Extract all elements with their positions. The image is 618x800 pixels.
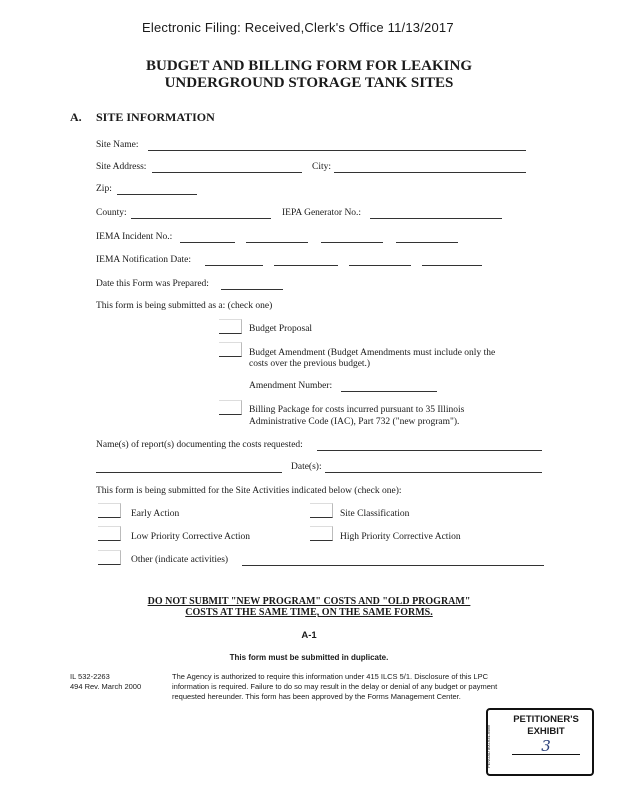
- city-label: City:: [312, 162, 332, 172]
- other-activity-label: Other (indicate activities): [131, 555, 229, 565]
- report-names-field-2[interactable]: [96, 472, 282, 473]
- billing-package-label-2: Administrative Code (IAC), Part 732 ("new program").: [249, 417, 460, 427]
- iema-notification-field-2[interactable]: [274, 265, 338, 266]
- low-priority-label: Low Priority Corrective Action: [131, 532, 250, 542]
- agency-notice-line3: requested hereunder. This form has been approved by the Forms Management Center.: [172, 692, 461, 701]
- iema-notification-field-3[interactable]: [349, 265, 411, 266]
- report-dates-field[interactable]: [325, 472, 542, 473]
- duplicate-notice: This form must be submitted in duplicate.: [229, 653, 389, 662]
- form-id-line2: 494 Rev. March 2000: [70, 682, 142, 691]
- iepa-generator-label: IEPA Generator No.:: [282, 208, 362, 218]
- other-activity-checkbox[interactable]: [98, 550, 121, 565]
- iema-notification-label: IEMA Notification Date:: [96, 255, 191, 265]
- warning-line1: DO NOT SUBMIT "NEW PROGRAM" COSTS AND "OLD PROGRAM": [147, 596, 471, 607]
- other-activity-field[interactable]: [242, 565, 544, 566]
- site-activities-intro: This form is being submitted for the Site Activities indicated below (check one):: [96, 486, 402, 496]
- section-letter: A.: [70, 110, 82, 124]
- stamp-line1: PETITIONER'S: [513, 714, 579, 725]
- iema-incident-field-1[interactable]: [180, 242, 235, 243]
- form-id-line1: IL 532-2263: [70, 672, 110, 681]
- iema-incident-label: IEMA Incident No.:: [96, 232, 173, 242]
- date-prepared-field[interactable]: [221, 289, 283, 290]
- section-title: SITE INFORMATION: [96, 110, 215, 124]
- exhibit-number: 3: [512, 738, 580, 755]
- agency-notice-line2: information is required. Failure to do so may result in the delay or denial of any budget or payment: [172, 682, 498, 691]
- iema-incident-field-3[interactable]: [321, 242, 383, 243]
- filing-header: Electronic Filing: Received,Clerk's Office 11/13/2017: [142, 20, 454, 35]
- petitioner-exhibit-stamp: [486, 708, 594, 776]
- low-priority-checkbox[interactable]: [98, 526, 121, 541]
- site-address-field[interactable]: [152, 172, 302, 173]
- report-names-label: Name(s) of report(s) documenting the costs requested:: [96, 440, 303, 450]
- county-field[interactable]: [131, 218, 271, 219]
- budget-amendment-checkbox[interactable]: [219, 342, 242, 357]
- report-dates-label: Date(s):: [291, 462, 322, 472]
- high-priority-checkbox[interactable]: [310, 526, 333, 541]
- zip-label: Zip:: [96, 184, 112, 194]
- iema-notification-field-1[interactable]: [205, 265, 263, 266]
- billing-package-checkbox[interactable]: [219, 400, 242, 415]
- site-name-label: Site Name:: [96, 140, 139, 150]
- city-field[interactable]: [334, 172, 526, 173]
- warning-line2: COSTS AT THE SAME TIME, ON THE SAME FORMS.: [185, 607, 433, 618]
- billing-package-label-1: Billing Package for costs incurred pursuant to 35 Illinois: [249, 405, 465, 415]
- budget-amendment-label-2: costs over the previous budget.): [249, 359, 371, 369]
- amendment-number-field[interactable]: [341, 391, 437, 392]
- budget-proposal-label: Budget Proposal: [249, 324, 313, 334]
- page-number: A-1: [301, 630, 317, 641]
- site-address-label: Site Address:: [96, 162, 147, 172]
- iema-incident-field-2[interactable]: [246, 242, 308, 243]
- iema-notification-field-4[interactable]: [422, 265, 482, 266]
- iepa-generator-field[interactable]: [370, 218, 502, 219]
- budget-proposal-checkbox[interactable]: [219, 319, 242, 334]
- budget-amendment-label-1: Budget Amendment (Budget Amendments must include only the: [249, 348, 496, 358]
- date-prepared-label: Date this Form was Prepared:: [96, 279, 209, 289]
- amendment-number-label: Amendment Number:: [249, 381, 333, 391]
- site-name-field[interactable]: [148, 150, 526, 151]
- form-title-line2: UNDERGROUND STORAGE TANK SITES: [164, 75, 454, 91]
- site-classification-label: Site Classification: [340, 509, 410, 519]
- submitted-as-label: This form is being submitted as a: (check one): [96, 301, 273, 311]
- stamp-line2: EXHIBIT: [527, 726, 565, 737]
- county-label: County:: [96, 208, 127, 218]
- zip-field[interactable]: [117, 194, 197, 195]
- high-priority-label: High Priority Corrective Action: [340, 532, 461, 542]
- stamp-side-text: PENGAD 800-631-6989: [486, 725, 491, 768]
- early-action-checkbox[interactable]: [98, 503, 121, 518]
- report-names-field[interactable]: [317, 450, 542, 451]
- form-title-line1: BUDGET AND BILLING FORM FOR LEAKING: [145, 58, 472, 74]
- early-action-label: Early Action: [131, 509, 180, 519]
- site-classification-checkbox[interactable]: [310, 503, 333, 518]
- iema-incident-field-4[interactable]: [396, 242, 458, 243]
- agency-notice-line1: The Agency is authorized to require this information under 415 ILCS 5/1. Disclosure of this LPC: [172, 672, 488, 681]
